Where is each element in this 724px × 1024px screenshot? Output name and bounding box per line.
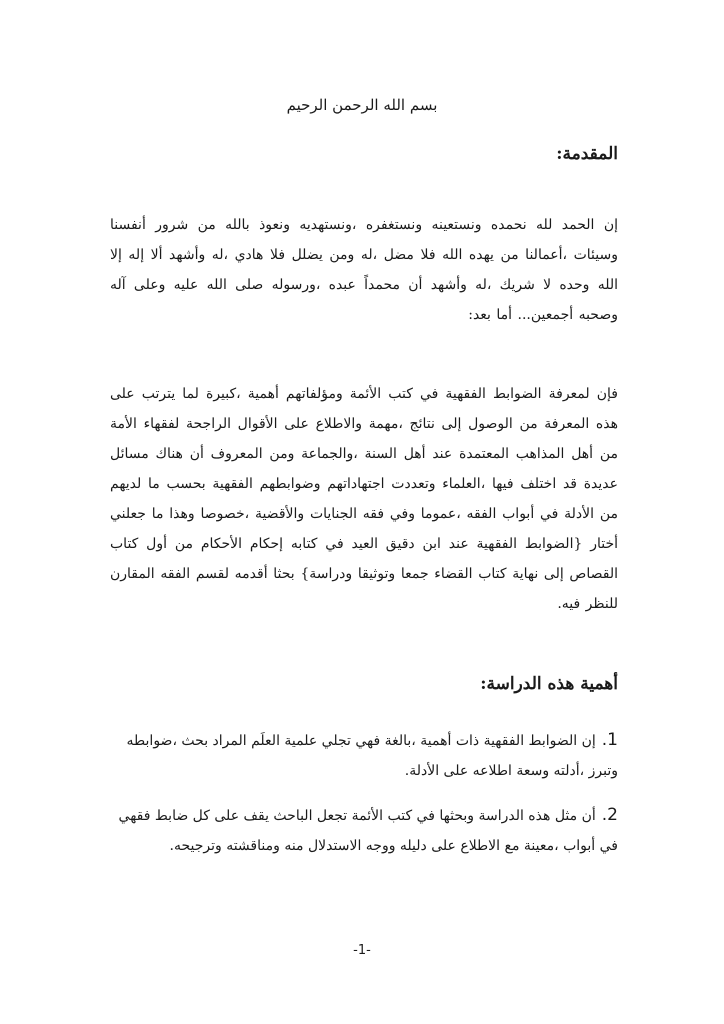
introduction-paragraph: إن الحمد لله نحمده ونستعينه ونستغفره ،ونستهديه ونعوذ بالله من شرور أنفسنا وسيئات ،أعمالنا من يهده الله فلا مضل ،له ومن يضلل فلا هادي ،له وأشهد ألا إله إلا الله وحده لا شريك ،له وأشهد أن محمداً عبده ،ورسوله صلى الله عليه وعلى آله وصحبه أجمعين... أما بعد: <box>110 217 618 323</box>
list-item <box>110 725 618 786</box>
introduction-heading: المقدمة: <box>556 144 618 164</box>
list-item-text: أن مثل هذه الدراسة وبحثها في كتب الأئمة تجعل الباحث يقف على كل ضابط فقهي في أبواب ،معينة مع الاطلاع على دليله ووجه الاستدلال منه ومناقشته وترجيحه. <box>118 808 618 854</box>
page-number: -1- <box>353 943 371 958</box>
list-item-text: إن الضوابط الفقهية ذات أهمية ،بالغة فهي تجلي علمية العلَم المراد بحث ،ضوابطه وتبرز ،أدلته وسعة اطلاعه على الأدلة. <box>126 733 618 779</box>
list-item-number: 1. <box>601 730 618 750</box>
body-paragraph: فإن لمعرفة الضوابط الفقهية في كتب الأئمة ومؤلفاتهم أهمية ،كبيرة لما يترتب على هذه المعرفة من الوصول إلى نتائج ،مهمة والاطلاع على الأقوال الراجحة لفقهاء الأمة من أهل المذاهب المعتمدة عند أهل السنة ،والجماعة ومن المعروف أن هناك مسائل عديدة قد اختلف فيها ،العلماء وتعددت اجتهاداتهم وضوابطهم الفقهية بحسب ما لديهم من الأدلة في أبواب الفقه ،عموما وفي فقه الجنايات والأقضية ،خصوصا وهذا ما جعلني أختار {الضوابط الفقهية عند ابن دقيق العيد في كتابه إحكام الأحكام من أول كتاب القصاص إلى نهاية كتاب القضاء جمعا وتوثيقا ودراسة} بحثا أقدمه لقسم الفقه المقارن للنظر فيه. <box>110 386 618 612</box>
importance-heading: أهمية هذه الدراسة: <box>480 674 618 694</box>
list-item-number: 2. <box>601 805 618 825</box>
list-item <box>110 800 618 861</box>
basmala: بسم الله الرحمن الرحيم <box>286 96 438 114</box>
